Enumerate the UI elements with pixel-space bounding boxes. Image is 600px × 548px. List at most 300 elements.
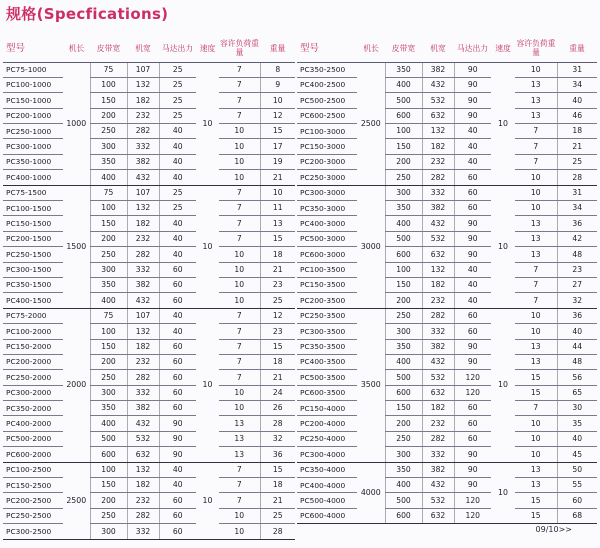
speed-cell: 10 — [491, 62, 515, 185]
motor-power-cell: 25 — [159, 185, 196, 200]
weight-cell: 30 — [557, 401, 597, 416]
belt-width-cell: 150 — [90, 216, 127, 231]
header-load: 容许负荷重量 — [515, 36, 557, 62]
motor-power-cell: 40 — [159, 139, 196, 154]
belt-width-cell: 75 — [90, 185, 127, 200]
motor-power-cell: 120 — [454, 508, 491, 523]
table-row — [3, 139, 295, 154]
table-row — [3, 124, 295, 139]
load-cell: 10 — [515, 431, 557, 446]
model-cell: PC350-3000 — [297, 201, 357, 216]
load-cell: 15 — [515, 385, 557, 400]
belt-width-cell: 100 — [90, 462, 127, 477]
model-cell: PC600-4000 — [297, 508, 357, 523]
belt-width-cell: 300 — [90, 139, 127, 154]
belt-width-cell: 100 — [385, 262, 422, 277]
motor-power-cell: 60 — [454, 185, 491, 200]
weight-cell: 18 — [260, 247, 295, 262]
belt-width-cell: 250 — [90, 508, 127, 523]
table-row — [297, 231, 597, 246]
load-cell: 10 — [219, 262, 260, 277]
motor-power-cell: 60 — [454, 324, 491, 339]
load-cell: 7 — [219, 77, 260, 92]
load-cell: 7 — [219, 216, 260, 231]
weight-cell: 55 — [557, 478, 597, 493]
belt-width-cell: 350 — [385, 62, 422, 77]
weight-cell: 27 — [557, 277, 597, 292]
belt-width-cell: 400 — [90, 293, 127, 308]
weight-cell: 32 — [260, 431, 295, 446]
model-cell: PC300-2500 — [3, 524, 63, 539]
table-row — [297, 385, 597, 400]
speed-cell: 10 — [491, 462, 515, 524]
frame-width-cell: 182 — [127, 478, 159, 493]
frame-width-cell: 107 — [127, 308, 159, 323]
table-row — [3, 154, 295, 169]
model-cell: PC75-1000 — [3, 62, 63, 77]
motor-power-cell: 60 — [454, 416, 491, 431]
model-cell: PC350-1500 — [3, 277, 63, 292]
load-cell: 7 — [219, 354, 260, 369]
belt-width-cell: 200 — [90, 108, 127, 123]
model-cell: PC600-3000 — [297, 247, 357, 262]
motor-power-cell: 60 — [454, 201, 491, 216]
belt-width-cell: 350 — [90, 154, 127, 169]
frame-width-cell: 532 — [422, 93, 454, 108]
load-cell: 13 — [515, 462, 557, 477]
belt-width-cell: 200 — [385, 293, 422, 308]
table-row — [297, 354, 597, 369]
weight-cell: 34 — [557, 201, 597, 216]
table-row — [3, 508, 295, 523]
model-cell: PC250-2500 — [3, 508, 63, 523]
weight-cell: 36 — [557, 216, 597, 231]
load-cell: 13 — [219, 431, 260, 446]
motor-power-cell: 60 — [454, 431, 491, 446]
table-row — [3, 431, 295, 446]
weight-cell: 21 — [557, 139, 597, 154]
belt-width-cell: 600 — [90, 447, 127, 462]
frame-width-cell: 132 — [127, 462, 159, 477]
load-cell: 7 — [219, 93, 260, 108]
load-cell: 10 — [219, 154, 260, 169]
weight-cell: 31 — [557, 62, 597, 77]
weight-cell: 21 — [260, 170, 295, 185]
weight-cell: 56 — [557, 370, 597, 385]
belt-width-cell: 300 — [90, 262, 127, 277]
table-row — [297, 447, 597, 462]
frame-width-cell: 132 — [422, 124, 454, 139]
table-row — [297, 185, 597, 200]
length-cell: 3500 — [357, 308, 385, 462]
length-cell: 3000 — [357, 185, 385, 308]
model-cell: PC200-1000 — [3, 108, 63, 123]
speed-cell: 10 — [196, 462, 219, 539]
belt-width-cell: 300 — [385, 447, 422, 462]
model-cell: PC200-2000 — [3, 354, 63, 369]
motor-power-cell: 90 — [159, 447, 196, 462]
header-belt-width: 皮带宽 — [90, 36, 127, 62]
frame-width-cell: 232 — [422, 416, 454, 431]
motor-power-cell: 40 — [159, 247, 196, 262]
belt-width-cell: 200 — [90, 231, 127, 246]
model-cell: PC150-3500 — [297, 277, 357, 292]
model-cell: PC250-3000 — [297, 170, 357, 185]
load-cell: 7 — [219, 108, 260, 123]
belt-width-cell: 400 — [90, 170, 127, 185]
frame-width-cell: 432 — [422, 354, 454, 369]
weight-cell: 35 — [557, 416, 597, 431]
motor-power-cell: 60 — [159, 354, 196, 369]
weight-cell: 23 — [260, 324, 295, 339]
motor-power-cell: 40 — [454, 154, 491, 169]
frame-width-cell: 132 — [422, 262, 454, 277]
load-cell: 10 — [515, 447, 557, 462]
load-cell: 7 — [219, 478, 260, 493]
frame-width-cell: 382 — [422, 62, 454, 77]
motor-power-cell: 25 — [159, 62, 196, 77]
frame-width-cell: 532 — [127, 431, 159, 446]
motor-power-cell: 40 — [159, 462, 196, 477]
weight-cell: 40 — [557, 431, 597, 446]
table-row — [297, 154, 597, 169]
weight-cell: 15 — [260, 462, 295, 477]
weight-cell: 28 — [557, 170, 597, 185]
frame-width-cell: 182 — [422, 401, 454, 416]
load-cell: 13 — [515, 354, 557, 369]
frame-width-cell: 282 — [422, 308, 454, 323]
frame-width-cell: 332 — [127, 262, 159, 277]
motor-power-cell: 120 — [454, 370, 491, 385]
frame-width-cell: 332 — [127, 139, 159, 154]
model-cell: PC250-3500 — [297, 308, 357, 323]
frame-width-cell: 182 — [422, 277, 454, 292]
model-cell: PC400-1000 — [3, 170, 63, 185]
belt-width-cell: 150 — [90, 478, 127, 493]
header-load: 容许负荷重量 — [219, 36, 260, 62]
motor-power-cell: 60 — [454, 170, 491, 185]
motor-power-cell: 60 — [159, 524, 196, 539]
frame-width-cell: 382 — [422, 462, 454, 477]
motor-power-cell: 40 — [159, 170, 196, 185]
weight-cell: 25 — [260, 508, 295, 523]
load-cell: 7 — [219, 324, 260, 339]
belt-width-cell: 250 — [90, 124, 127, 139]
header-belt-width: 皮带宽 — [385, 36, 422, 62]
model-cell: PC250-2000 — [3, 370, 63, 385]
load-cell: 10 — [219, 139, 260, 154]
belt-width-cell: 200 — [90, 354, 127, 369]
table-row — [3, 524, 295, 539]
motor-power-cell: 60 — [159, 401, 196, 416]
frame-width-cell: 107 — [127, 62, 159, 77]
table-row — [3, 262, 295, 277]
motor-power-cell: 60 — [159, 262, 196, 277]
length-cell: 1000 — [63, 62, 90, 185]
belt-width-cell: 100 — [385, 124, 422, 139]
header-frame-width: 机宽 — [127, 36, 159, 62]
frame-width-cell: 182 — [422, 139, 454, 154]
motor-power-cell: 25 — [159, 93, 196, 108]
load-cell: 7 — [515, 139, 557, 154]
weight-cell: 24 — [260, 385, 295, 400]
table-row — [297, 124, 597, 139]
weight-cell: 65 — [557, 385, 597, 400]
page-title: 规格(Specfications) — [6, 5, 169, 23]
speed-cell: 10 — [196, 308, 219, 462]
motor-power-cell: 90 — [454, 216, 491, 231]
header-length: 机长 — [357, 36, 385, 62]
weight-cell: 15 — [260, 339, 295, 354]
belt-width-cell: 100 — [90, 77, 127, 92]
motor-power-cell: 90 — [454, 231, 491, 246]
header-weight: 重量 — [260, 36, 295, 62]
load-cell: 15 — [515, 370, 557, 385]
weight-cell: 36 — [260, 447, 295, 462]
frame-width-cell: 432 — [422, 77, 454, 92]
belt-width-cell: 350 — [385, 462, 422, 477]
model-cell: PC350-2500 — [297, 62, 357, 77]
length-cell: 2500 — [63, 462, 90, 539]
load-cell: 7 — [219, 185, 260, 200]
load-cell: 10 — [219, 508, 260, 523]
model-cell: PC300-1000 — [3, 139, 63, 154]
weight-cell: 50 — [557, 462, 597, 477]
load-cell: 10 — [515, 62, 557, 77]
weight-cell: 17 — [260, 139, 295, 154]
frame-width-cell: 282 — [127, 247, 159, 262]
belt-width-cell: 400 — [385, 354, 422, 369]
weight-cell: 21 — [260, 493, 295, 508]
motor-power-cell: 60 — [159, 385, 196, 400]
weight-cell: 19 — [260, 154, 295, 169]
header-length: 机长 — [63, 36, 90, 62]
model-cell: PC250-4000 — [297, 431, 357, 446]
table-row — [297, 370, 597, 385]
model-cell: PC300-4000 — [297, 447, 357, 462]
model-cell: PC400-4000 — [297, 478, 357, 493]
frame-width-cell: 432 — [127, 170, 159, 185]
table-row — [3, 277, 295, 292]
belt-width-cell: 200 — [90, 493, 127, 508]
model-cell: PC400-3500 — [297, 354, 357, 369]
motor-power-cell: 25 — [159, 108, 196, 123]
frame-width-cell: 632 — [422, 108, 454, 123]
model-cell: PC600-2500 — [297, 108, 357, 123]
load-cell: 10 — [219, 401, 260, 416]
table-row — [297, 293, 597, 308]
weight-cell: 18 — [260, 478, 295, 493]
frame-width-cell: 282 — [422, 431, 454, 446]
motor-power-cell: 25 — [159, 77, 196, 92]
weight-cell: 36 — [557, 308, 597, 323]
frame-width-cell: 232 — [127, 493, 159, 508]
frame-width-cell: 332 — [127, 524, 159, 539]
load-cell: 10 — [515, 416, 557, 431]
table-row — [297, 308, 597, 323]
table-row — [3, 170, 295, 185]
model-cell: PC300-1500 — [3, 262, 63, 277]
belt-width-cell: 300 — [385, 324, 422, 339]
weight-cell: 28 — [260, 416, 295, 431]
header-weight: 重量 — [557, 36, 597, 62]
model-cell: PC500-2500 — [297, 93, 357, 108]
frame-width-cell: 382 — [422, 339, 454, 354]
table-row — [297, 324, 597, 339]
motor-power-cell: 60 — [159, 339, 196, 354]
load-cell: 10 — [219, 524, 260, 539]
motor-power-cell: 60 — [159, 277, 196, 292]
load-cell: 7 — [219, 201, 260, 216]
belt-width-cell: 400 — [385, 216, 422, 231]
table-row — [3, 231, 295, 246]
belt-width-cell: 200 — [385, 416, 422, 431]
model-cell: PC300-3500 — [297, 324, 357, 339]
header-frame-width: 机宽 — [422, 36, 454, 62]
motor-power-cell: 90 — [454, 77, 491, 92]
load-cell: 10 — [219, 124, 260, 139]
load-cell: 13 — [515, 93, 557, 108]
frame-width-cell: 232 — [422, 154, 454, 169]
frame-width-cell: 432 — [127, 293, 159, 308]
weight-cell: 13 — [260, 216, 295, 231]
frame-width-cell: 332 — [422, 185, 454, 200]
frame-width-cell: 382 — [127, 154, 159, 169]
weight-cell: 40 — [557, 93, 597, 108]
header-speed: 速度 — [196, 36, 219, 62]
weight-cell: 12 — [260, 108, 295, 123]
frame-width-cell: 532 — [422, 370, 454, 385]
load-cell: 7 — [515, 293, 557, 308]
table-row — [3, 478, 295, 493]
frame-width-cell: 182 — [127, 339, 159, 354]
belt-width-cell: 300 — [90, 524, 127, 539]
speed-cell: 10 — [491, 185, 515, 308]
table-row — [3, 308, 295, 323]
table-row — [297, 77, 597, 92]
load-cell: 15 — [515, 493, 557, 508]
frame-width-cell: 632 — [422, 247, 454, 262]
table-row — [297, 201, 597, 216]
model-cell: PC100-3000 — [297, 124, 357, 139]
motor-power-cell: 120 — [454, 493, 491, 508]
motor-power-cell: 90 — [159, 416, 196, 431]
model-cell: PC100-2500 — [3, 462, 63, 477]
table-row — [297, 108, 597, 123]
load-cell: 13 — [515, 231, 557, 246]
table-row — [297, 339, 597, 354]
motor-power-cell: 40 — [454, 262, 491, 277]
belt-width-cell: 150 — [385, 277, 422, 292]
motor-power-cell: 40 — [159, 478, 196, 493]
frame-width-cell: 132 — [127, 77, 159, 92]
weight-cell: 25 — [260, 293, 295, 308]
table-row — [297, 401, 597, 416]
belt-width-cell: 100 — [90, 324, 127, 339]
model-cell: PC400-2500 — [297, 77, 357, 92]
frame-width-cell: 182 — [127, 216, 159, 231]
table-row — [297, 262, 597, 277]
frame-width-cell: 232 — [422, 293, 454, 308]
length-cell: 4000 — [357, 462, 385, 524]
table-row — [297, 62, 597, 77]
model-cell: PC500-4000 — [297, 493, 357, 508]
model-cell: PC150-2000 — [3, 339, 63, 354]
header-model: 型号 — [3, 36, 63, 62]
model-cell: PC500-3500 — [297, 370, 357, 385]
load-cell: 7 — [219, 462, 260, 477]
belt-width-cell: 200 — [385, 154, 422, 169]
weight-cell: 44 — [557, 339, 597, 354]
header-speed: 速度 — [491, 36, 515, 62]
belt-width-cell: 500 — [385, 231, 422, 246]
motor-power-cell: 40 — [454, 139, 491, 154]
model-cell: PC350-1000 — [3, 154, 63, 169]
load-cell: 13 — [515, 216, 557, 231]
motor-power-cell: 40 — [159, 324, 196, 339]
frame-width-cell: 532 — [422, 231, 454, 246]
motor-power-cell: 90 — [454, 354, 491, 369]
speed-cell: 10 — [196, 185, 219, 308]
load-cell: 7 — [219, 339, 260, 354]
frame-width-cell: 382 — [127, 401, 159, 416]
load-cell: 7 — [219, 308, 260, 323]
model-cell: PC100-3500 — [297, 262, 357, 277]
load-cell: 10 — [219, 170, 260, 185]
frame-width-cell: 282 — [127, 124, 159, 139]
belt-width-cell: 600 — [385, 247, 422, 262]
belt-width-cell: 350 — [385, 201, 422, 216]
table-row — [3, 401, 295, 416]
weight-cell: 40 — [557, 324, 597, 339]
spec-table-left — [3, 36, 295, 540]
table-row — [3, 108, 295, 123]
belt-width-cell: 250 — [385, 431, 422, 446]
table-row — [297, 216, 597, 231]
belt-width-cell: 250 — [385, 170, 422, 185]
belt-width-cell: 300 — [385, 185, 422, 200]
motor-power-cell: 25 — [159, 201, 196, 216]
model-cell: PC150-1000 — [3, 93, 63, 108]
weight-cell: 12 — [260, 308, 295, 323]
belt-width-cell: 400 — [90, 416, 127, 431]
belt-width-cell: 400 — [385, 77, 422, 92]
model-cell: PC200-4000 — [297, 416, 357, 431]
weight-cell: 34 — [557, 77, 597, 92]
frame-width-cell: 282 — [422, 170, 454, 185]
belt-width-cell: 300 — [90, 385, 127, 400]
load-cell: 10 — [515, 201, 557, 216]
load-cell: 10 — [219, 247, 260, 262]
load-cell: 13 — [219, 416, 260, 431]
model-cell: PC600-3500 — [297, 385, 357, 400]
weight-cell: 15 — [260, 231, 295, 246]
motor-power-cell: 60 — [159, 293, 196, 308]
motor-power-cell: 90 — [454, 62, 491, 77]
belt-width-cell: 600 — [385, 108, 422, 123]
motor-power-cell: 90 — [454, 447, 491, 462]
table-row — [3, 93, 295, 108]
length-cell: 1500 — [63, 185, 90, 308]
motor-power-cell: 120 — [454, 385, 491, 400]
motor-power-cell: 90 — [454, 108, 491, 123]
frame-width-cell: 632 — [422, 385, 454, 400]
table-row — [3, 247, 295, 262]
model-cell: PC200-3000 — [297, 154, 357, 169]
load-cell: 10 — [515, 185, 557, 200]
weight-cell: 9 — [260, 77, 295, 92]
motor-power-cell: 90 — [454, 93, 491, 108]
